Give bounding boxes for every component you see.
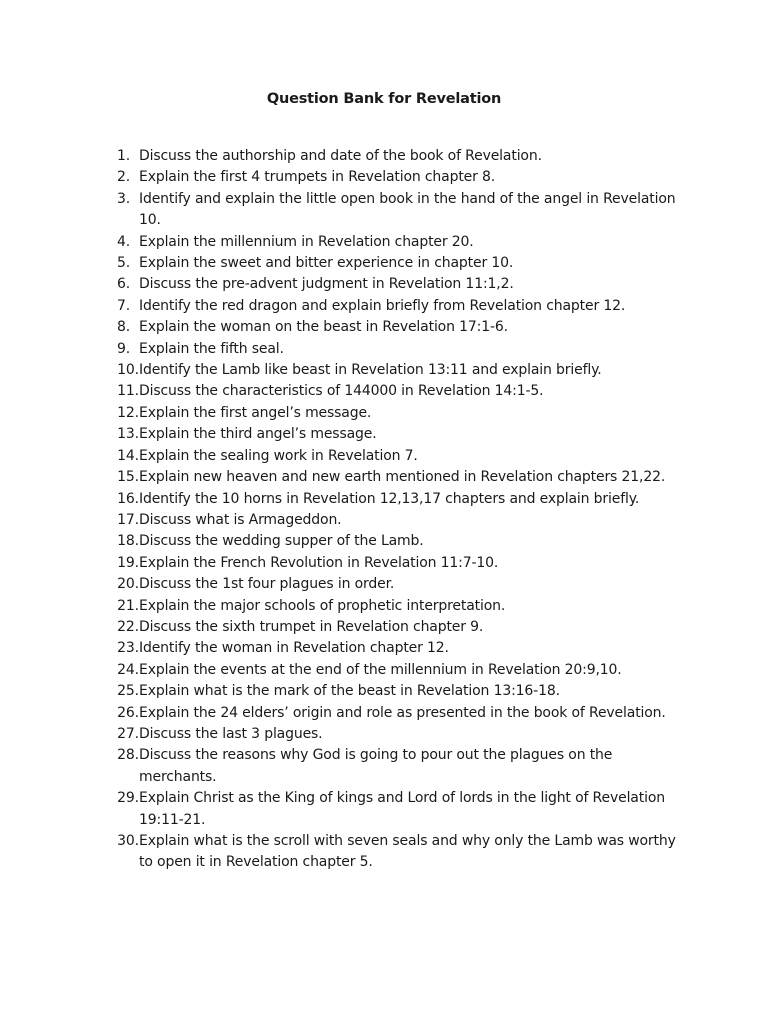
question-text: Identify the woman in Revelation chapter 12. — [139, 640, 449, 657]
question-item — [0, 424, 768, 445]
question-text: Discuss the sixth trumpet in Revelation chapter 9. — [139, 618, 484, 635]
question-text: Identify the red dragon and explain briefly from Revelation chapter 12. — [139, 297, 626, 314]
question-number: 20. — [117, 576, 139, 593]
question-number: 17. — [117, 511, 139, 528]
question-item — [0, 253, 768, 274]
question-text: Discuss the characteristics of 144000 in Revelation 14:1-5. — [139, 383, 544, 400]
question-text: Explain the first angel’s message. — [139, 404, 372, 421]
question-item — [0, 553, 768, 574]
question-number: 25. — [117, 683, 139, 700]
question-text: Explain the French Revolution in Revelation 11:7-10. — [139, 554, 499, 571]
question-text: Discuss the last 3 plagues. — [139, 725, 323, 742]
question-item — [0, 232, 768, 253]
question-number: 11. — [117, 383, 139, 400]
question-item — [0, 296, 768, 317]
question-item — [0, 724, 768, 745]
question-item — [0, 274, 768, 295]
question-item — [0, 617, 768, 638]
question-number: 3. — [116, 190, 130, 207]
question-number: 7. — [116, 297, 130, 314]
question-item — [0, 660, 768, 681]
question-list — [0, 146, 768, 874]
question-item — [0, 596, 768, 617]
question-number: 18. — [117, 533, 139, 550]
question-text: Identify the Lamb like beast in Revelation 13:11 and explain briefly. — [139, 362, 602, 379]
question-text: Explain new heaven and new earth mentioned in Revelation chapters 21,22. — [139, 469, 666, 486]
question-number: 5. — [116, 255, 130, 272]
question-text: Identify the 10 horns in Revelation 12,13,17 chapters and explain briefly. — [139, 490, 640, 507]
question-number: 16. — [117, 490, 139, 507]
question-text: Discuss the reasons why God is going to pour out the plagues on the merchants. — [139, 747, 613, 785]
question-item — [0, 531, 768, 552]
question-text: Explain the events at the end of the millennium in Revelation 20:9,10. — [139, 661, 622, 678]
question-text: Discuss the authorship and date of the book of Revelation. — [139, 148, 542, 164]
question-number: 28. — [117, 747, 139, 764]
question-item — [0, 788, 768, 831]
question-item — [0, 467, 768, 488]
question-item — [0, 317, 768, 338]
question-number: 19. — [117, 554, 139, 571]
question-number: 1. — [116, 148, 130, 164]
question-number: 12. — [117, 404, 139, 421]
question-number: 8. — [116, 319, 130, 336]
question-text: Explain the fifth seal. — [139, 340, 284, 357]
question-item — [0, 638, 768, 659]
question-item — [0, 403, 768, 424]
question-number: 23. — [117, 640, 139, 657]
question-text: Explain what is the mark of the beast in Revelation 13:16-18. — [139, 683, 560, 700]
question-item — [0, 489, 768, 510]
question-text: Discuss the wedding supper of the Lamb. — [139, 533, 424, 550]
question-number: 9. — [116, 340, 130, 357]
question-item — [0, 189, 768, 232]
question-number: 6. — [116, 276, 130, 293]
question-item — [0, 681, 768, 702]
question-text: Explain the 24 elders’ origin and role as presented in the book of Revelation. — [139, 704, 666, 721]
question-item — [0, 339, 768, 360]
question-text: Explain the sealing work in Revelation 7. — [139, 447, 418, 464]
question-number: 15. — [117, 469, 139, 486]
question-number: 21. — [117, 597, 139, 614]
question-text: Explain the major schools of prophetic interpretation. — [139, 597, 506, 614]
question-number: 4. — [116, 233, 130, 250]
question-number: 27. — [117, 725, 139, 742]
question-text: Explain the woman on the beast in Revelation 17:1-6. — [139, 319, 508, 336]
question-text: Identify and explain the little open book in the hand of the angel in Revelation 10. — [139, 190, 676, 229]
question-item — [0, 446, 768, 467]
question-text: Explain the first 4 trumpets in Revelation chapter 8. — [139, 169, 496, 186]
question-item — [0, 146, 768, 167]
question-text: Discuss what is Armageddon. — [139, 511, 342, 528]
question-item — [0, 381, 768, 402]
question-number: 24. — [117, 661, 139, 678]
question-item — [0, 167, 768, 188]
question-item — [0, 360, 768, 381]
question-item — [0, 745, 768, 788]
question-number: 2. — [116, 169, 130, 186]
page-title: Question Bank for Revelation — [266, 91, 502, 107]
question-number: 29. — [117, 790, 139, 807]
question-text: Explain the sweet and bitter experience in chapter 10. — [139, 255, 514, 272]
question-number: 30. — [117, 833, 139, 849]
question-number: 13. — [117, 426, 139, 443]
question-text: Discuss the 1st four plagues in order. — [139, 576, 395, 593]
question-number: 14. — [117, 447, 139, 464]
question-text: Explain Christ as the King of kings and Lord of lords in the light of Revelation 19:11-21. — [139, 790, 665, 828]
question-number: 22. — [117, 618, 139, 635]
question-item — [0, 510, 768, 531]
question-number: 10. — [117, 362, 139, 379]
question-text: Explain the millennium in Revelation chapter 20. — [139, 233, 474, 250]
question-text: Discuss the pre-advent judgment in Revelation 11:1,2. — [139, 276, 514, 293]
question-item — [0, 703, 768, 724]
question-item — [0, 831, 768, 874]
question-number: 26. — [117, 704, 139, 721]
question-text: Explain the third angel’s message. — [139, 426, 377, 443]
question-item — [0, 574, 768, 595]
question-text: Explain what is the scroll with seven seals and why only the Lamb was worthy to open it in Revelation chapter 5. — [139, 833, 676, 871]
